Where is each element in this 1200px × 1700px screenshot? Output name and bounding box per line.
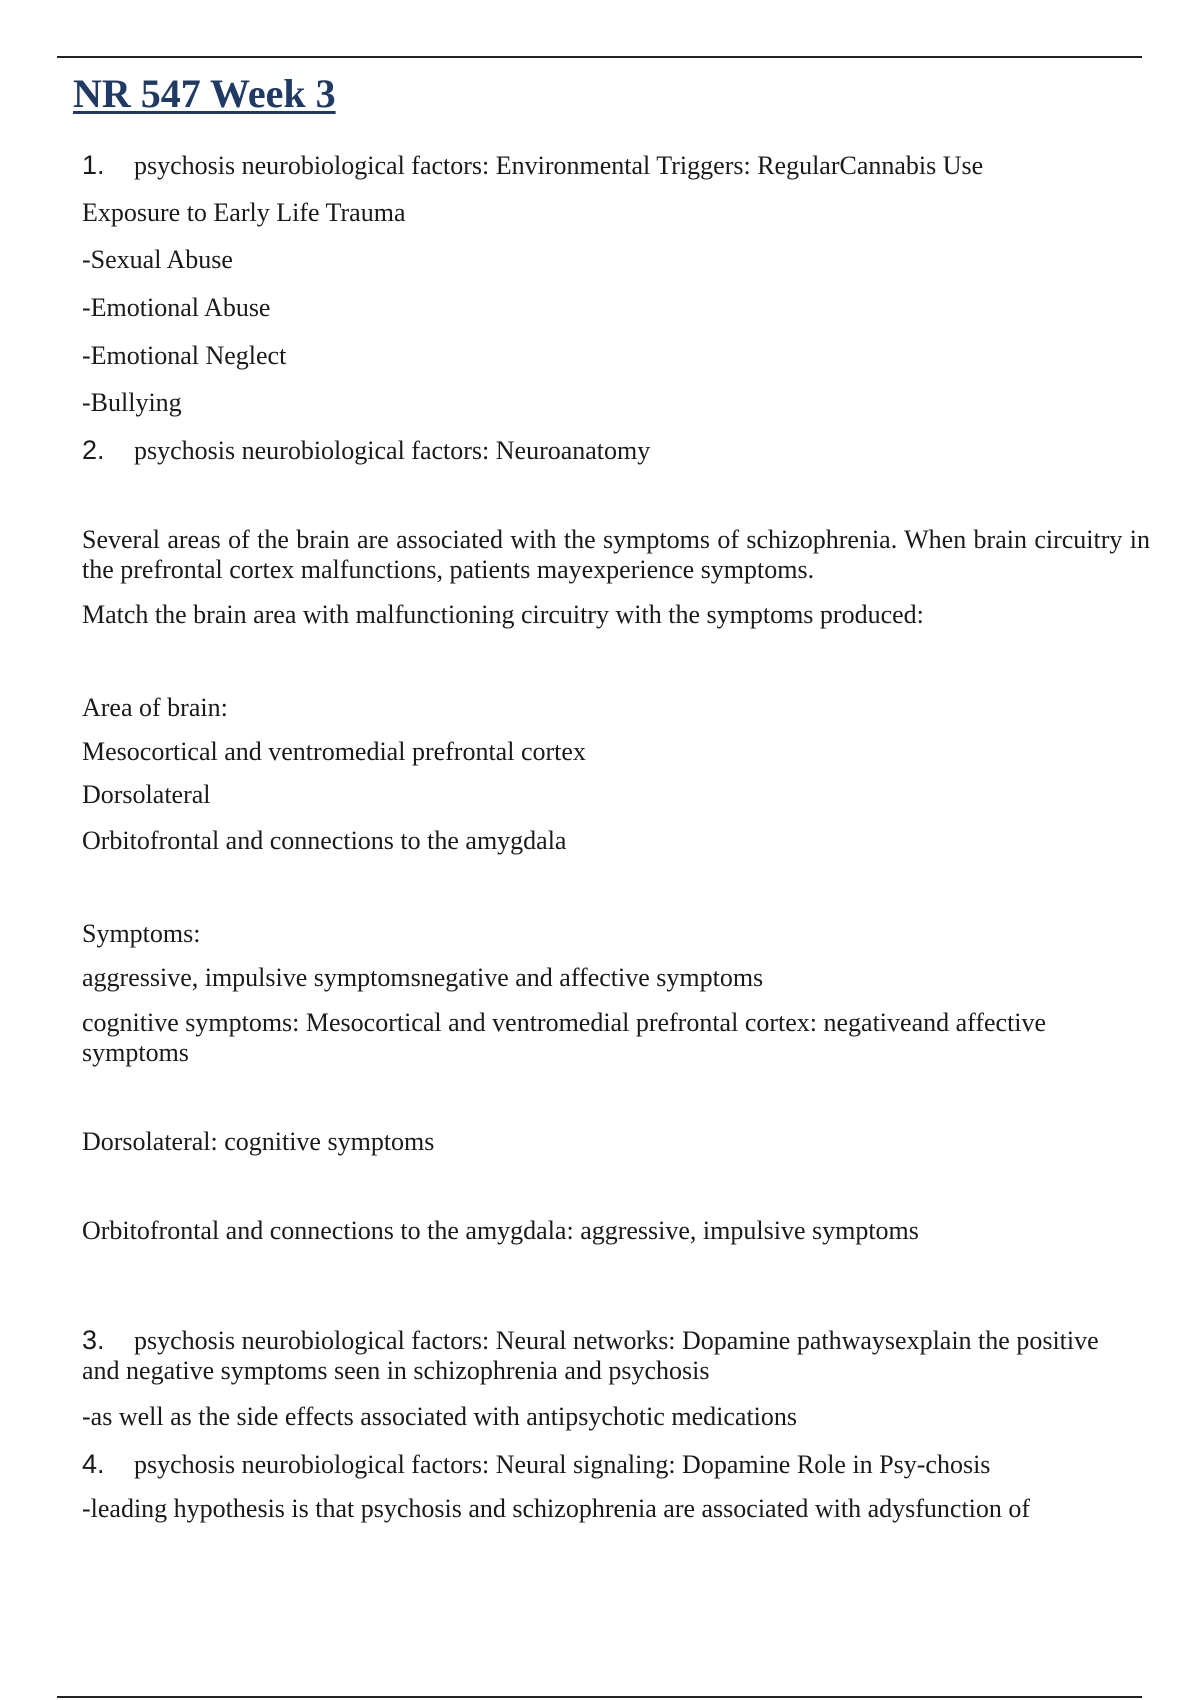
list-item-4 xyxy=(82,1449,990,1480)
bottom-rule xyxy=(57,1696,1142,1698)
area-item: Dorsolateral xyxy=(82,780,211,809)
list-item-2 xyxy=(82,435,650,466)
detail-line: -Emotional Neglect xyxy=(82,341,287,370)
detail-line: -leading hypothesis is that psychosis and schizophrenia are associated with adysfunction of xyxy=(82,1494,1031,1523)
symptoms-heading: Symptoms: xyxy=(82,919,201,948)
areas-heading: Area of brain: xyxy=(82,693,228,722)
item-text: psychosis neurobiological factors: Neural signaling: Dopamine Role in Psy-chosis xyxy=(134,1450,991,1479)
top-rule xyxy=(57,56,1142,58)
detail-line: -Bullying xyxy=(82,388,182,417)
detail-line: -Sexual Abuse xyxy=(82,245,233,274)
area-item: Orbitofrontal and connections to the amygdala xyxy=(82,826,567,855)
list-item-3 xyxy=(82,1325,1142,1386)
item-number: 4. xyxy=(82,1449,105,1479)
item-text: psychosis neurobiological factors: Environmental Triggers: RegularCannabis Use xyxy=(134,151,984,180)
item-number: 2. xyxy=(82,435,105,465)
list-item-1 xyxy=(82,150,983,181)
item-text: psychosis neurobiological factors: Neural networks: Dopamine pathwaysexplain the positive and negative symptoms seen in schizophrenia and psychosis xyxy=(82,1326,1099,1385)
detail-line: Exposure to Early Life Trauma xyxy=(82,198,406,227)
detail-line: -Emotional Abuse xyxy=(82,293,271,322)
detail-line: -as well as the side effects associated with antipsychotic medications xyxy=(82,1402,798,1431)
symptom-line: cognitive symptoms: Mesocortical and ventromedial prefrontal cortex: negativeand affective symptoms xyxy=(82,1008,1047,1067)
document-title: NR 547 Week 3 xyxy=(73,71,336,116)
answer-line: Orbitofrontal and connections to the amygdala: aggressive, impulsive symptoms xyxy=(82,1216,919,1245)
answer-line: Dorsolateral: cognitive symptoms xyxy=(82,1127,435,1156)
area-item: Mesocortical and ventromedial prefrontal cortex xyxy=(82,737,586,766)
intro-paragraph: Several areas of the brain are associated with the symptoms of schizophrenia. When brain circuitry in the prefrontal cortex malfunctions, patients mayexperience symptoms. xyxy=(82,525,1150,584)
item-text: psychosis neurobiological factors: Neuroanatomy xyxy=(134,436,651,465)
item-number: 3. xyxy=(82,1325,105,1355)
symptom-line: aggressive, impulsive symptomsnegative and affective symptoms xyxy=(82,963,764,992)
instruction-line: Match the brain area with malfunctioning circuitry with the symptoms produced: xyxy=(82,600,924,629)
item-number: 1. xyxy=(82,150,105,180)
